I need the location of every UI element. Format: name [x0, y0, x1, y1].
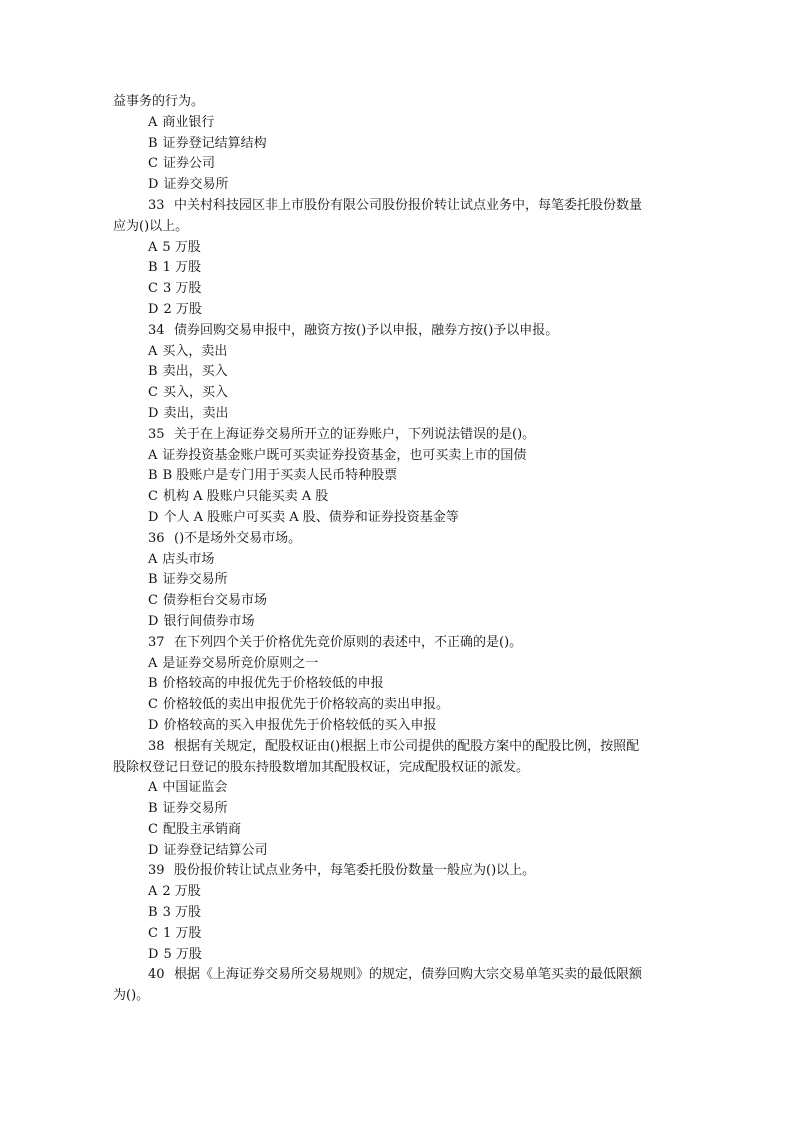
option-text: 5 万股 [162, 239, 201, 255]
option-letter: D [148, 717, 159, 733]
option-text: 2 万股 [163, 301, 202, 317]
option-letter: A [148, 780, 158, 796]
option-letter: D [148, 301, 159, 317]
option-letter: D [148, 946, 159, 962]
question-33-stem [113, 196, 681, 217]
question-number: 38 [148, 738, 165, 754]
option-text: 证券交易所 [162, 801, 228, 817]
question-40-stem-cont: 为()。 [113, 988, 150, 1004]
option-q35-b [113, 466, 681, 487]
option-q38-d [113, 841, 681, 862]
option-letter: B [148, 676, 158, 692]
option-letter: D [148, 842, 159, 858]
option-text: 买入，卖出 [162, 343, 228, 359]
option-q36-c [113, 591, 681, 612]
option-text: 5 万股 [163, 946, 202, 962]
option-q36-b [113, 570, 681, 591]
option-q39-b [113, 903, 681, 924]
question-text: 股份报价转让试点业务中，每笔委托股份数量一般应为()以上。 [174, 863, 536, 879]
question-number: 39 [148, 863, 165, 879]
option-q33-d [113, 300, 681, 321]
option-text: 证券交易所 [163, 177, 229, 193]
question-40-stem [113, 965, 681, 986]
option-text: 机构 A 股账户只能买卖 A 股 [162, 489, 329, 505]
question-39-stem [113, 861, 681, 882]
option-letter: B [148, 801, 158, 817]
option-q34-a [113, 342, 681, 363]
option-text: 3 万股 [162, 905, 201, 921]
option-q32-d [113, 175, 681, 196]
option-q35-c [113, 487, 681, 508]
option-q33-b [113, 258, 681, 279]
option-text: 卖出，卖出 [163, 405, 229, 421]
option-q33-a [113, 238, 681, 259]
option-q32-a [113, 113, 681, 134]
option-letter: A [148, 239, 158, 255]
option-q37-c [113, 695, 681, 716]
question-number: 36 [148, 530, 165, 546]
option-letter: C [148, 385, 158, 401]
option-q39-c [113, 924, 681, 945]
option-letter: A [148, 884, 158, 900]
option-text: 证券投资基金账户既可买卖证券投资基金，也可买卖上市的国债 [162, 447, 527, 463]
question-text: 中关村科技园区非上市股份有限公司股份报价转让试点业务中，每笔委托股份数量 [174, 197, 643, 213]
option-letter: B [148, 468, 158, 484]
option-text: 是证券交易所竞价原则之一 [162, 655, 319, 671]
question-number: 37 [148, 634, 165, 650]
option-letter: B [148, 260, 158, 276]
option-text: 证券交易所 [162, 572, 228, 588]
option-q34-d [113, 404, 681, 425]
question-text: 在下列四个关于价格优先竞价原则的表述中，不正确的是()。 [174, 634, 523, 650]
option-letter: D [148, 177, 159, 193]
option-q33-c [113, 279, 681, 300]
intro-continuation: 益事务的行为。 [113, 94, 205, 109]
question-33-stem-cont: 应为()以上。 [113, 218, 189, 234]
option-q38-a [113, 778, 681, 799]
option-text: 2 万股 [162, 884, 201, 900]
option-letter: A [148, 551, 158, 567]
option-q38-c [113, 820, 681, 841]
question-number: 34 [148, 322, 165, 338]
question-number: 33 [148, 197, 165, 213]
document-page [113, 92, 681, 1007]
question-38-stem-cont: 股除权登记日登记的股东持股数增加其配股权证，完成配股权证的派发。 [113, 759, 530, 775]
question-text: 关于在上海证券交易所开立的证券账户，下列说法错误的是()。 [174, 426, 536, 442]
option-letter: A [148, 114, 158, 130]
option-text: 商业银行 [162, 114, 215, 130]
option-q35-d [113, 508, 681, 529]
option-text: 3 万股 [162, 281, 202, 297]
question-text: 根据有关规定，配股权证由()根据上市公司提供的配股方案中的配股比例，按照配 [174, 738, 640, 754]
option-q38-b [113, 799, 681, 820]
question-number: 40 [148, 967, 165, 983]
option-q36-d [113, 612, 681, 633]
option-letter: C [148, 697, 158, 713]
question-text: 根据《上海证券交易所交易规则》的规定，债券回购大宗交易单笔买卖的最低限额 [174, 967, 643, 983]
question-34-stem [113, 321, 681, 342]
option-q36-a [113, 550, 681, 571]
question-text: 债券回购交易申报中，融资方按()予以申报，融券方按()予以申报。 [174, 322, 559, 338]
option-text: 价格较高的买入申报优先于价格较低的买入申报 [163, 717, 437, 733]
option-text: 银行间债券市场 [163, 613, 255, 629]
option-q37-a [113, 654, 681, 675]
option-text: 价格较低的卖出申报优先于价格较高的卖出申报。 [162, 697, 449, 713]
option-q32-b [113, 134, 681, 155]
option-text: 1 万股 [162, 925, 202, 941]
option-letter: B [148, 905, 158, 921]
option-letter: C [148, 925, 158, 941]
option-q32-c [113, 154, 681, 175]
option-letter: A [148, 655, 158, 671]
question-38-stem [113, 737, 681, 758]
option-text: B 股账户是专门用于买卖人民币特种股票 [162, 468, 398, 484]
option-text: 证券登记结算结构 [162, 135, 267, 151]
option-q35-a [113, 446, 681, 467]
option-letter: B [148, 572, 158, 588]
option-letter: B [148, 364, 158, 380]
option-q34-b [113, 362, 681, 383]
option-q37-d [113, 716, 681, 737]
option-letter: A [148, 343, 158, 359]
question-number: 35 [148, 426, 165, 442]
option-text: 买入，买入 [162, 385, 228, 401]
option-q37-b [113, 674, 681, 695]
question-37-stem [113, 633, 681, 654]
question-35-stem [113, 425, 681, 446]
option-text: 1 万股 [162, 260, 201, 276]
option-letter: D [148, 613, 159, 629]
question-36-stem [113, 529, 681, 550]
option-q39-d [113, 945, 681, 966]
option-letter: D [148, 509, 159, 525]
option-letter: A [148, 447, 158, 463]
option-letter: C [148, 156, 158, 172]
option-text: 证券公司 [162, 156, 215, 172]
option-text: 价格较高的申报优先于价格较低的申报 [162, 676, 384, 692]
option-text: 店头市场 [162, 551, 215, 567]
option-letter: C [148, 593, 158, 609]
option-letter: C [148, 281, 158, 297]
option-letter: C [148, 489, 158, 505]
option-text: 证券登记结算公司 [163, 842, 268, 858]
option-text: 中国证监会 [162, 780, 228, 796]
option-text: 配股主承销商 [162, 821, 241, 837]
option-letter: B [148, 135, 158, 151]
option-q34-c [113, 383, 681, 404]
option-text: 个人 A 股账户可买卖 A 股、债券和证券投资基金等 [163, 509, 459, 525]
option-text: 债券柜台交易市场 [162, 593, 267, 609]
option-q39-a [113, 882, 681, 903]
option-letter: C [148, 821, 158, 837]
question-text: ()不是场外交易市场。 [174, 530, 302, 546]
option-letter: D [148, 405, 159, 421]
option-text: 卖出，买入 [162, 364, 228, 380]
